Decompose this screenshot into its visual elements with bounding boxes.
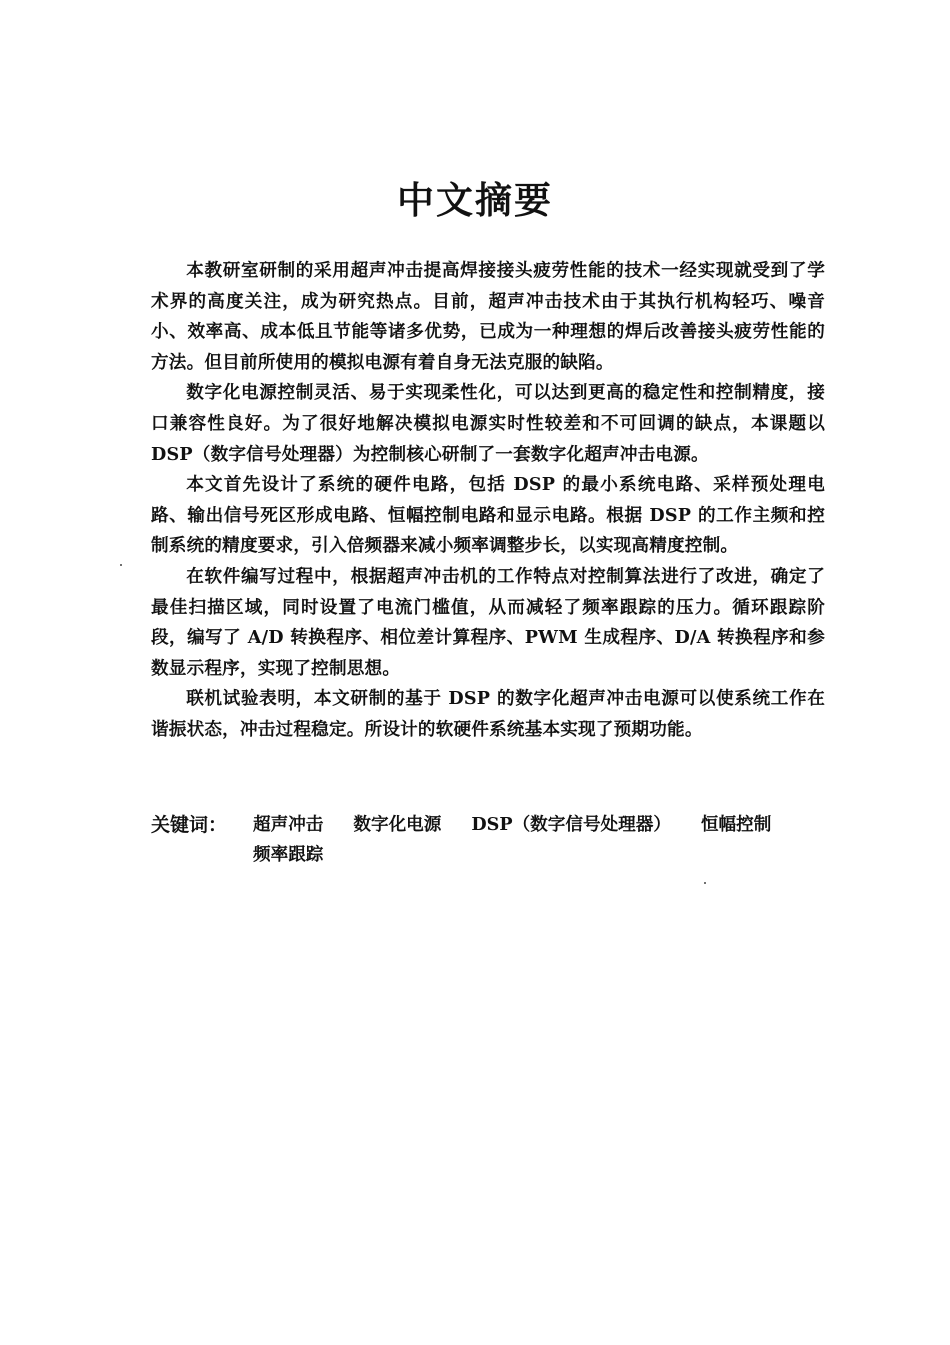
abstract-paragraph-3: 本文首先设计了系统的硬件电路，包括 DSP 的最小系统电路、采样预处理电路、输出信号死区形成电路、恒幅控制电路和显示电路。根据 DSP 的工作主频和控制系统的精度要求，引入倍频器来减小频率调整步长，以实现高精度控制。 (151, 474, 825, 557)
keyword-item: 超声冲击 (253, 814, 324, 835)
abstract-body (151, 256, 825, 746)
keyword-item: 恒幅控制 (700, 814, 772, 835)
abstract-paragraph-1: 本教研室研制的采用超声冲击提高焊接接头疲劳性能的技术一经实现就受到了学术界的高度关注，成为研究热点。目前，超声冲击技术由于其执行机构轻巧、噪音小、效率高、成本低且节能等诸多优势，已成为一种理想的焊后改善接头疲劳性能的方法。但目前所使用的模拟电源有着自身无法克服的缺陷。 (151, 260, 825, 373)
keyword-item: DSP（数字信号处理器） (471, 814, 671, 835)
keywords-section (151, 810, 841, 870)
keywords-label: 关键词： (151, 814, 228, 836)
scan-speck (120, 564, 122, 566)
scan-speck (704, 882, 706, 884)
abstract-paragraph-4: 在软件编写过程中，根据超声冲击机的工作特点对控制算法进行了改进，确定了最佳扫描区域，同时设置了电流门槛值，从而减轻了频率跟踪的压力。循环跟踪阶段，编写了 A/D 转换程序、相位差计算程序、PWM 生成程序、D/A 转换程序和参数显示程序，实现了控制思想。 (151, 565, 825, 679)
page-title: 中文摘要 (397, 178, 553, 222)
abstract-paragraph-5: 联机试验表明，本文研制的基于 DSP 的数字化超声冲击电源可以使系统工作在谐振状态，冲击过程稳定。所设计的软硬件系统基本实现了预期功能。 (151, 688, 825, 740)
keyword-item: 数字化电源 (353, 814, 442, 835)
keyword-item: 频率跟踪 (253, 844, 324, 865)
abstract-paragraph-2: 数字化电源控制灵活、易于实现柔性化，可以达到更高的稳定性和控制精度，接口兼容性良好。为了很好地解决模拟电源实时性较差和不可回调的缺点，本课题以 DSP（数字信号处理器）为控制核心研制了一套数字化超声冲击电源。 (151, 382, 825, 465)
keywords-list (253, 810, 813, 870)
